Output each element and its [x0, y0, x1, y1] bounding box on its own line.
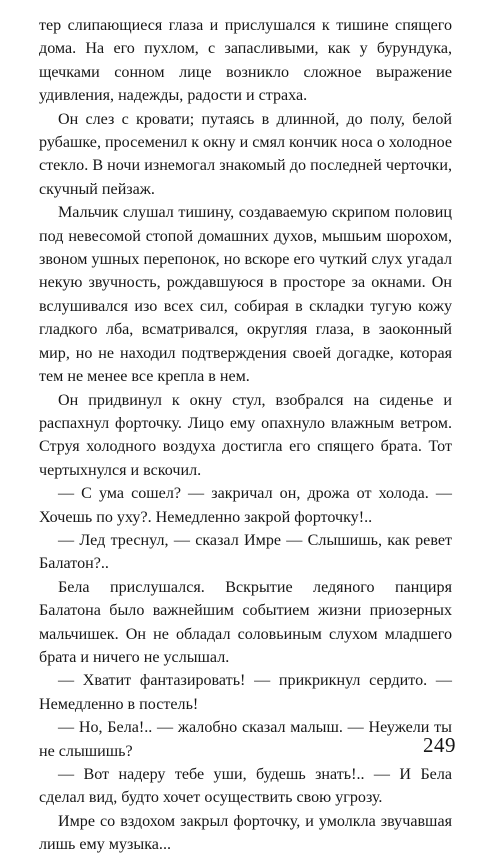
- dialogue-line: — С ума сошел? — закричал он, дрожа от холода. — Хочешь по уху?. Немедленно закрой форточку!..: [39, 485, 452, 526]
- page-number: 249: [423, 733, 456, 757]
- paragraph: Он придвинул к окну стул, взобрался на сиденье и распахнул форточку. Лицо ему опахнуло влажным ветром. Струя холодного воздуха достигла его спящего брата. Тот чертыхнулся и вскочил.: [39, 391, 452, 479]
- paragraph: Бела прислушался. Вскрытие ледяного панциря Балатона было важнейшим событием жизни приозерных мальчишек. Он не обладал соловьиным слухом младшего брата и ничего не услышал.: [39, 578, 452, 666]
- paragraph: Мальчик слушал тишину, создаваемую скрипом половиц под невесомой стопой домашних духов, мышьим шорохом, звоном ушных перепонок, но вскоре его чуткий слух угадал некую звучность, рождавшуюся в просторе за окнами. Он вслушивался изо всех сил, собирая в складки тугую кожу гладкого лба, всматривался, округляя глаза, в заоконный мир, но не находил подтверждения своей догадке, которая тем не менее все крепла в нем.: [39, 204, 452, 386]
- dialogue-line: — Вот надеру тебе уши, будешь знать!.. — И Бела сделал вид, будто хочет осуществить свою угрозу.: [39, 766, 452, 807]
- paragraph: Он слез с кровати; путаясь в длинной, до полу, белой рубашке, просеменил к окну и смял кончик носа о холодное стекло. В ночи изнемогал знакомый до последней черточки, скучный пейзаж.: [39, 110, 452, 198]
- dialogue-line: — Хватит фантазировать! — прикрикнул сердито. — Немедленно в постель!: [39, 672, 452, 713]
- paragraph: Имре со вздохом закрыл форточку, и умолкла звучавшая лишь ему музыка...: [39, 812, 452, 854]
- paragraph: тер слипающиеся глаза и прислушался к тишине спящего дома. На его пухлом, с запасливыми, как у бурундука, щечками сонном лице возникло сложное выражение удивления, надежды, радости и страха.: [39, 17, 452, 105]
- dialogue-line: — Но, Бела!.. — жалобно сказал малыш. — Неужели ты не слышишь?: [39, 719, 452, 760]
- dialogue-line: — Лед треснул, — сказал Имре — Слышишь, как ревет Балатон?..: [39, 531, 452, 573]
- body-text: [39, 14, 452, 857]
